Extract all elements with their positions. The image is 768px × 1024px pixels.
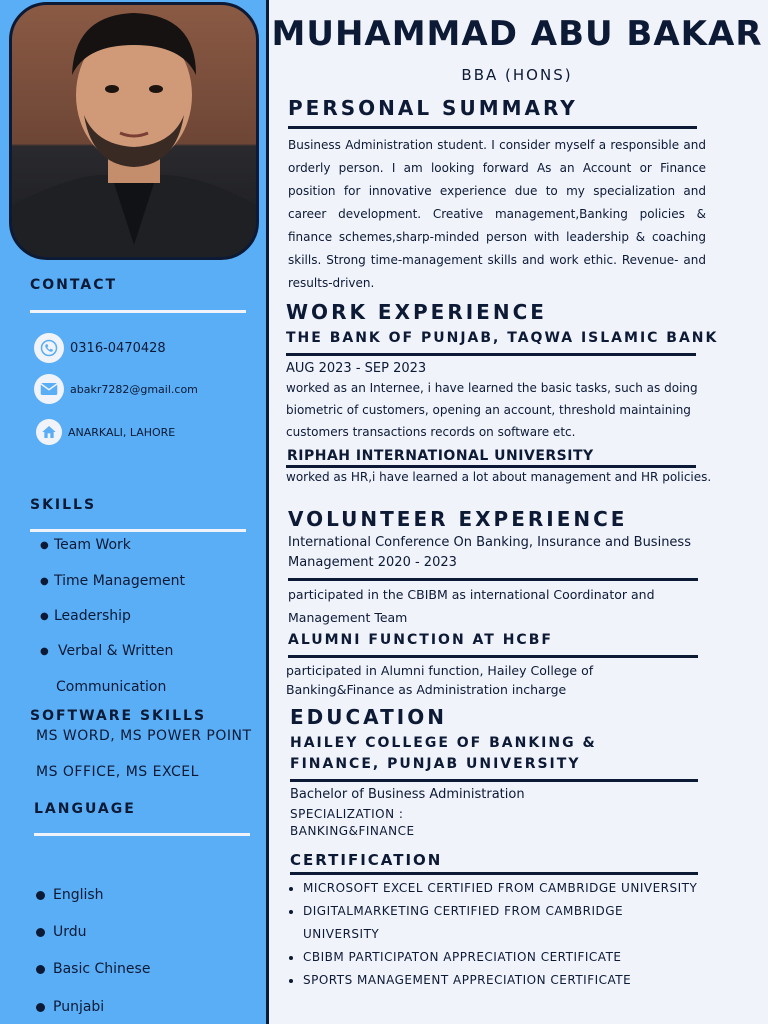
volunteer-2-divider [288,655,698,658]
contact-divider [30,310,246,313]
certification-item: • SPORTS MANAGEMENT APPRECIATION CERTIFICATE [303,969,703,992]
language-item: English [36,887,104,903]
profile-photo [9,2,259,260]
home-icon [36,419,62,445]
certification-item: • DIGITALMARKETING CERTIFIED FROM CAMBRIDGE UNIVERSITY [303,900,703,946]
software-skills-heading: SOFTWARE SKILLS [30,708,207,724]
volunteer-2-title: ALUMNI FUNCTION AT HCBF [288,632,553,648]
skill-item: ● Verbal & Written [40,643,174,659]
certification-item: • CBIBM PARTICIPATON APPRECIATION CERTIFICATE [303,946,703,969]
contact-address [36,419,175,445]
address: ANARKALI, LAHORE [68,425,176,439]
language-heading: LANGUAGE [34,801,136,817]
mail-icon [34,374,64,404]
job-2-description: worked as HR,i have learned a lot about management and HR policies. [286,470,712,484]
contact-email [34,374,198,404]
education-degree: Bachelor of Business Administration [290,787,525,802]
certification-list [288,877,703,992]
volunteer-2-description: participated in Alumni function, Hailey College of Banking&Finance as Administration incharge [286,663,594,697]
profile-photo-illustration [12,5,256,257]
skill-item: ● Leadership [40,608,131,624]
summary-text: Business Administration student. I consider myself a responsible and orderly person. I am looking forward As an Account or Finance position for innovative experience due to my specialization and career development. Creative management,Banking policies & finance schemes,sharp-minded person with leadership & coaching skills. Strong time-management skills and work ethic. Revenue- and results-driven. [288,138,706,290]
volunteer-experience-heading: VOLUNTEER EXPERIENCE [288,507,628,531]
contact-phone [34,333,166,363]
contact-heading: CONTACT [30,277,118,293]
language-divider [34,833,250,836]
language-item: Basic Chinese [36,961,150,977]
personal-summary-heading: PERSONAL SUMMARY [288,96,578,120]
phone-number[interactable]: 0316-0470428 [70,340,166,356]
work-experience-heading: WORK EXPERIENCE [286,300,547,324]
skill-item-continued: Communication [56,679,167,695]
education-school: HAILEY COLLEGE OF BANKING & FINANCE, PUNJAB UNIVERSITY [290,735,597,772]
volunteer-1-title: International Conference On Banking, Insurance and Business Management 2020 - 2023 [288,535,691,570]
bullet-icon [36,928,45,937]
certification-item: • MICROSOFT EXCEL CERTIFIED FROM CAMBRIDGE UNIVERSITY [303,877,703,900]
education-heading: EDUCATION [290,705,447,729]
skills-divider [30,529,246,532]
summary-divider [288,126,697,129]
volunteer-1-divider [288,578,698,581]
candidate-degree: BBA (HONS) [461,66,573,84]
skill-item: ● Team Work [40,537,131,553]
specialization-label: SPECIALIZATION : [290,807,404,821]
phone-icon [34,333,64,363]
certification-divider [290,872,698,875]
language-item: Urdu [36,924,87,940]
email-address[interactable]: abakr7282@gmail.com [70,382,198,396]
language-item: Punjabi [36,999,104,1015]
specialization-value: BANKING&FINANCE [290,824,415,838]
job-2-divider [286,465,696,468]
job-1-divider [286,353,696,356]
job-1-title: THE BANK OF PUNJAB, TAQWA ISLAMIC BANK [286,330,719,346]
education-divider [290,779,698,782]
certification-heading: CERTIFICATION [290,851,443,869]
sidebar [0,0,269,1024]
bullet-icon [36,965,45,974]
volunteer-1-description: participated in the CBIBM as international Coordinator and Management Team [288,587,655,625]
software-skills-line-2: MS OFFICE, MS EXCEL [36,764,199,780]
candidate-name: MUHAMMAD ABU BAKAR [271,14,763,54]
skill-item: ● Time Management [40,573,185,589]
job-2-title: RIPHAH INTERNATIONAL UNIVERSITY [287,448,594,464]
bullet-icon [36,1003,45,1012]
job-1-dates: AUG 2023 - SEP 2023 [286,361,427,376]
software-skills-line-1: MS WORD, MS POWER POINT [36,728,252,744]
job-1-description: worked as an Internee, i have learned the basic tasks, such as doing biometric of customers, opening an account, threshold maintaining customers transactions records on software etc. [286,381,698,439]
bullet-icon [36,891,45,900]
skills-heading: SKILLS [30,497,97,513]
